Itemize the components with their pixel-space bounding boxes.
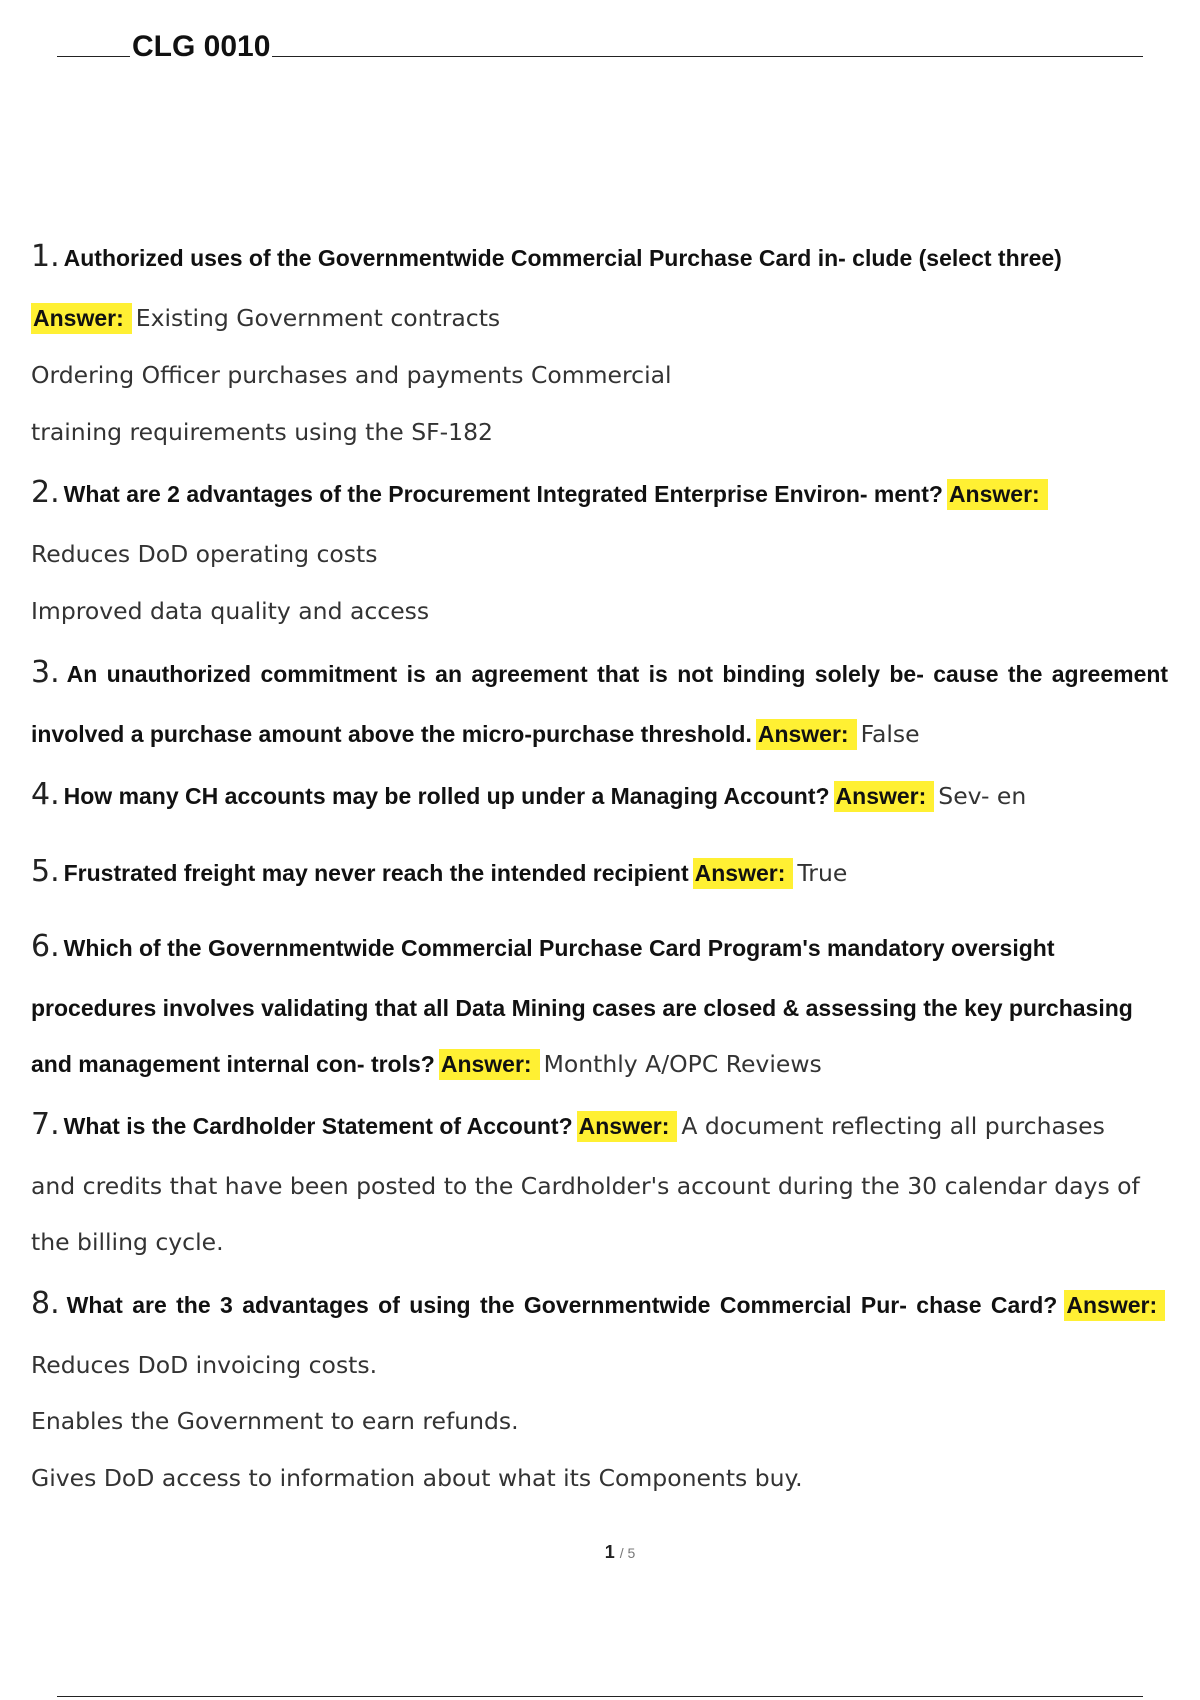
answer-2-line-1: [31, 540, 1200, 568]
answer-text: training requirements using the SF-182: [31, 418, 493, 446]
question-8: [31, 1286, 1200, 1321]
answer-text: Enables the Government to earn refunds.: [31, 1407, 519, 1435]
question-5: [31, 854, 1200, 889]
question-number: 7.: [31, 1107, 60, 1142]
answer-label: Answer:: [439, 1049, 540, 1080]
answer-text: True: [797, 859, 848, 887]
answer-7-line-3: [31, 1228, 1200, 1256]
answer-label: Answer:: [693, 858, 794, 889]
question-3-line-2: [31, 720, 1200, 748]
current-page: 1: [604, 1542, 615, 1562]
answer-text: A document reflecting all purchases: [681, 1112, 1105, 1140]
question-7: [31, 1107, 1200, 1142]
answer-text: Reduces DoD invoicing costs.: [31, 1351, 378, 1379]
answer-label: Answer:: [31, 303, 132, 334]
answer-label: Answer:: [756, 719, 857, 750]
question-6: [31, 929, 1200, 964]
question-number: 5.: [31, 854, 60, 889]
question-text: What are 2 advantages of the Procurement Integrated Enterprise Environ- ment?: [63, 481, 943, 507]
page-number: [0, 1542, 1200, 1563]
question-number: 1.: [31, 239, 60, 274]
question-4: [31, 777, 1200, 812]
answer-text: and credits that have been posted to the Cardholder's account during the 30 calendar days of: [31, 1172, 1140, 1200]
answer-text: Ordering Officer purchases and payments Commercial: [31, 361, 672, 389]
answer-8-line-2: [31, 1407, 1200, 1435]
answer-label: Answer:: [1064, 1290, 1165, 1321]
question-3: [31, 655, 1200, 690]
question-text: How many CH accounts may be rolled up under a Managing Account?: [63, 783, 830, 809]
question-text: Frustrated freight may never reach the intended recipient: [63, 860, 689, 886]
question-number: 3.: [31, 655, 60, 690]
answer-2-line-2: [31, 597, 1200, 625]
question-text: Authorized uses of the Governmentwide Commercial Purchase Card in- clude (select three): [63, 245, 1062, 271]
answer-text: the billing cycle.: [31, 1228, 224, 1256]
answer-text: Sev- en: [938, 782, 1027, 810]
answer-8-line-3: [31, 1464, 1200, 1492]
answer-label: Answer:: [947, 479, 1048, 510]
question-text: procedures involves validating that all Data Mining cases are closed & assessing the key purchasing: [31, 995, 1133, 1021]
question-6-line-3: [31, 1050, 1200, 1078]
question-6-line-2: [31, 997, 1200, 1020]
question-number: 8.: [31, 1286, 60, 1321]
question-text: What are the 3 advantages of using the Governmentwide Commercial Pur- chase Card?: [66, 1292, 1058, 1318]
answer-label: Answer:: [834, 781, 935, 812]
question-number: 6.: [31, 929, 60, 964]
answer-1-line-1: [31, 304, 1200, 332]
question-number: 4.: [31, 777, 60, 812]
answer-text: False: [860, 720, 920, 748]
question-text: involved a purchase amount above the micro-purchase threshold.: [31, 721, 752, 747]
answer-text: Existing Government contracts: [135, 304, 501, 332]
header-title: CLG 0010: [132, 30, 271, 63]
question-text: and management internal con- trols?: [31, 1051, 435, 1077]
answer-text: Improved data quality and access: [31, 597, 430, 625]
answer-8-line-1: [31, 1351, 1200, 1379]
answer-text: Monthly A/OPC Reviews: [543, 1050, 822, 1078]
question-2: [31, 475, 1200, 510]
question-number: 2.: [31, 475, 60, 510]
answer-label: Answer:: [577, 1111, 678, 1142]
question-text: An unauthorized commitment is an agreement that is not binding solely be- cause the agreement: [66, 661, 1169, 687]
question-text: What is the Cardholder Statement of Account?: [63, 1113, 573, 1139]
answer-1-line-3: [31, 418, 1200, 446]
question-1: [31, 239, 1200, 274]
answer-1-line-2: [31, 361, 1200, 389]
footer-rule: [57, 1696, 1143, 1697]
answer-text: Gives DoD access to information about what its Components buy.: [31, 1464, 803, 1492]
question-text: Which of the Governmentwide Commercial Purchase Card Program's mandatory oversight: [63, 935, 1055, 961]
answer-7-line-2: [31, 1172, 1200, 1200]
answer-text: Reduces DoD operating costs: [31, 540, 378, 568]
total-pages: / 5: [619, 1545, 636, 1561]
